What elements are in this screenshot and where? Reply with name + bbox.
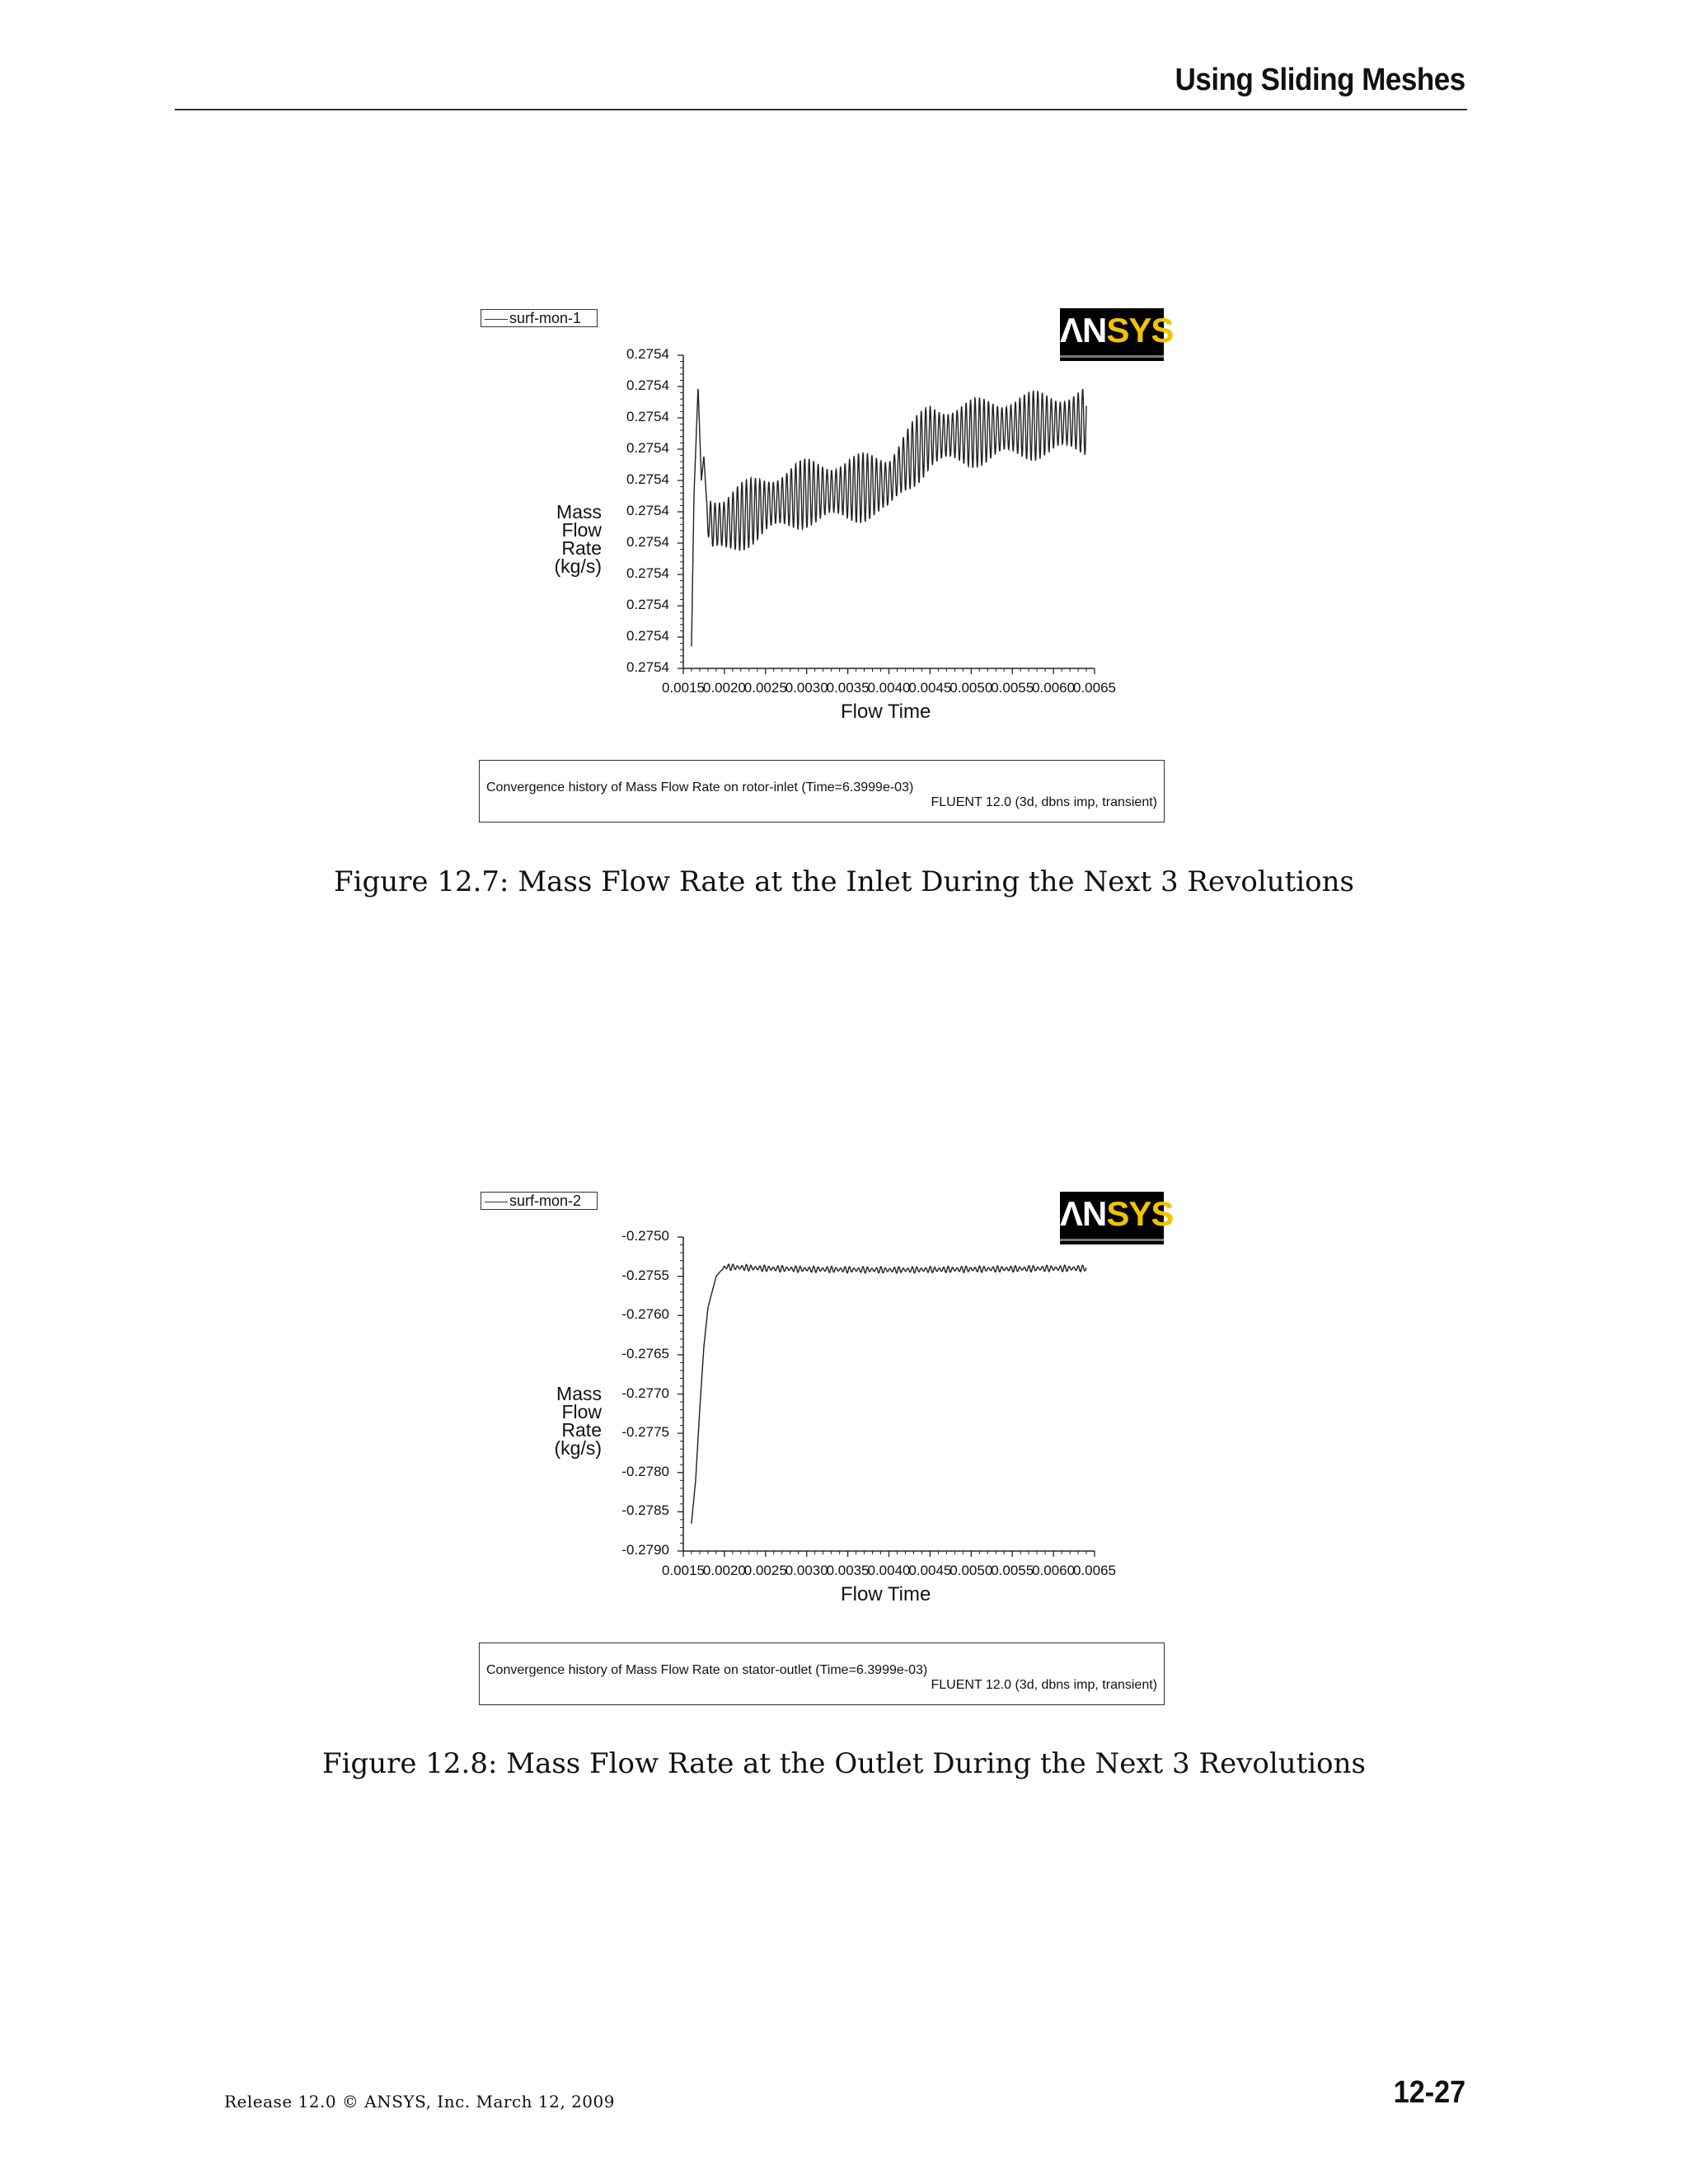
- legend-box: [481, 1192, 598, 1210]
- y-tick-label: 0.2754: [626, 503, 669, 518]
- x-axis-label: Flow Time: [841, 701, 931, 723]
- x-tick-label: 0.0065: [1073, 680, 1116, 696]
- x-tick-label: 0.0020: [702, 1563, 746, 1578]
- x-tick-label: 0.0015: [662, 680, 705, 696]
- figure-caption: Figure 12.7: Mass Flow Rate at the Inlet During the Next 3 Revolutions: [334, 865, 1354, 898]
- legend-box: [481, 309, 598, 327]
- x-tick-label: 0.0060: [1032, 680, 1076, 696]
- x-tick-label: 0.0055: [991, 680, 1034, 696]
- info-line-1: Convergence history of Mass Flow Rate on stator-outlet (Time=6.3999e-03): [486, 1663, 928, 1677]
- y-tick-label: 0.2754: [626, 565, 669, 581]
- y-tick-label: -0.2755: [621, 1267, 669, 1283]
- y-tick-label: 0.2754: [626, 471, 669, 487]
- x-tick-label: 0.0025: [743, 1563, 787, 1578]
- y-tick-label: -0.2785: [621, 1502, 669, 1519]
- x-tick-label: 0.0035: [826, 680, 870, 696]
- footer-release: Release 12.0 © ANSYS, Inc. March 12, 2009: [224, 2092, 615, 2111]
- legend-label: surf-mon-1: [509, 310, 582, 326]
- y-tick-label: -0.2775: [621, 1424, 669, 1441]
- info-box: [479, 1643, 1165, 1705]
- y-tick-label: 0.2754: [626, 659, 669, 675]
- ansys-logo: ΛNSYS: [1060, 1192, 1164, 1244]
- info-box: [479, 760, 1165, 823]
- x-tick-label: 0.0050: [950, 680, 993, 696]
- series-line-surf-mon-2: [692, 1264, 1086, 1524]
- y-tick-label: 0.2754: [626, 597, 669, 612]
- x-tick-label: 0.0065: [1073, 1563, 1116, 1578]
- y-tick-label: -0.2750: [621, 1228, 669, 1244]
- info-line-2: FLUENT 12.0 (3d, dbns imp, transient): [931, 795, 1157, 809]
- y-tick-label: 0.2754: [626, 440, 669, 456]
- page-number: 12-27: [1393, 2075, 1465, 2110]
- x-tick-label: 0.0045: [908, 680, 952, 696]
- x-tick-label: 0.0050: [950, 1563, 993, 1578]
- y-tick-label: 0.2754: [626, 346, 669, 362]
- x-tick-label: 0.0020: [702, 680, 746, 696]
- y-axis-label: Mass Flow Rate (kg/s): [554, 501, 602, 577]
- x-tick-label: 0.0035: [826, 1563, 870, 1578]
- running-title: Using Sliding Meshes: [1175, 63, 1465, 97]
- header-rule: [175, 109, 1467, 110]
- y-tick-label: 0.2754: [626, 377, 669, 393]
- y-axis-label: Mass Flow Rate (kg/s): [554, 1383, 602, 1459]
- x-tick-label: 0.0040: [867, 1563, 911, 1578]
- info-line-2: FLUENT 12.0 (3d, dbns imp, transient): [931, 1678, 1157, 1692]
- y-tick-label: 0.2754: [626, 409, 669, 424]
- y-tick-label: -0.2780: [621, 1463, 669, 1479]
- ansys-logo: ΛNSYS: [1060, 308, 1164, 361]
- x-tick-label: 0.0030: [785, 680, 828, 696]
- legend-line-sample: [485, 319, 508, 320]
- y-tick-label: -0.2765: [621, 1345, 669, 1361]
- x-tick-label: 0.0030: [785, 1563, 828, 1578]
- legend-label: surf-mon-2: [509, 1193, 582, 1209]
- x-axis-label: Flow Time: [841, 1583, 931, 1605]
- x-tick-label: 0.0040: [867, 680, 911, 696]
- x-tick-label: 0.0055: [991, 1563, 1034, 1578]
- y-tick-label: -0.2770: [621, 1385, 669, 1401]
- y-tick-label: 0.2754: [626, 628, 669, 644]
- x-tick-label: 0.0015: [662, 1563, 705, 1578]
- y-tick-label: 0.2754: [626, 534, 669, 550]
- series-line-surf-mon-1: [692, 389, 1086, 647]
- y-tick-label: -0.2790: [621, 1542, 669, 1558]
- x-tick-label: 0.0025: [743, 680, 787, 696]
- figure-caption: Figure 12.8: Mass Flow Rate at the Outlet During the Next 3 Revolutions: [321, 1747, 1366, 1780]
- x-tick-label: 0.0045: [908, 1563, 952, 1578]
- info-line-1: Convergence history of Mass Flow Rate on rotor-inlet (Time=6.3999e-03): [486, 780, 914, 794]
- x-tick-label: 0.0060: [1032, 1563, 1076, 1578]
- y-tick-label: -0.2760: [621, 1306, 669, 1323]
